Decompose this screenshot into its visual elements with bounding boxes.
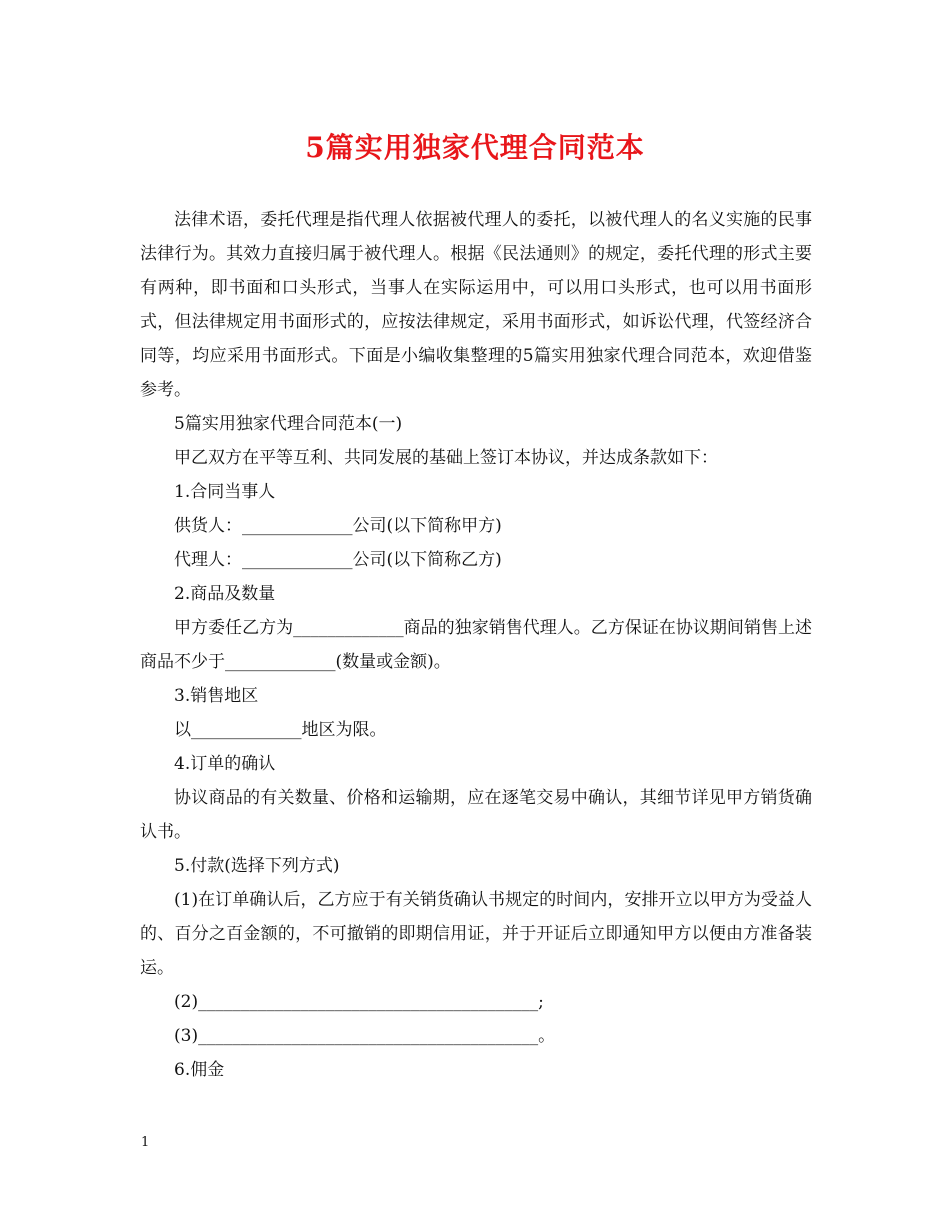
paragraph-clause-1-heading: 1.合同当事人 bbox=[174, 482, 276, 502]
paragraph-supplier-line: 供货人：_____________公司(以下简称甲方) bbox=[174, 516, 502, 536]
paragraph-clause-3-body: 以_____________地区为限。 bbox=[174, 720, 387, 740]
paragraph-clause-2-body: 甲方委任乙方为_____________商品的独家销售代理人。乙方保证在协议期间销售上述商品不少于_____________(数量或金额)。 bbox=[140, 618, 812, 672]
paragraph-clause-6-heading: 6.佣金 bbox=[174, 1060, 225, 1080]
paragraph-intro: 法律术语，委托代理是指代理人依据被代理人的委托，以被代理人的名义实施的民事法律行为。其效力直接归属于被代理人。根据《民法通则》的规定，委托代理的形式主要有两种，即书面和口头形式，当事人在实际运用中，可以用口头形式，也可以用书面形式，但法律规定用书面形式的，应按法律规定，采用书面形式，如诉讼代理，代签经济合同等，均应采用书面形式。下面是小编收集整理的5篇实用独家代理合同范本，欢迎借鉴参考。 bbox=[140, 210, 812, 400]
paragraph-clause-5-option-2: (2)________________________________________; bbox=[174, 992, 544, 1012]
document-title: 5篇实用独家代理合同范本 bbox=[305, 131, 645, 164]
paragraph-clause-3-heading: 3.销售地区 bbox=[174, 686, 259, 706]
paragraph-clause-4-heading: 4.订单的确认 bbox=[174, 754, 276, 774]
paragraph-clause-4-body: 协议商品的有关数量、价格和运输期，应在逐笔交易中确认，其细节详见甲方销货确认书。 bbox=[140, 788, 812, 842]
page-number: 1 bbox=[141, 1135, 150, 1150]
paragraph-clause-5-heading: 5.付款(选择下列方式) bbox=[174, 856, 340, 876]
paragraph-agent-line: 代理人：_____________公司(以下简称乙方) bbox=[174, 550, 502, 570]
paragraph-agreement-preamble: 甲乙双方在平等互利、共同发展的基础上签订本协议，并达成条款如下： bbox=[174, 448, 718, 468]
paragraph-clause-5-option-1: (1)在订单确认后，乙方应于有关销货确认书规定的时间内，安排开立以甲方为受益人的、百分之百金额的，不可撤销的即期信用证，并于开证后立即通知甲方以便由方准备装运。 bbox=[140, 890, 812, 978]
paragraph-clause-2-heading: 2.商品及数量 bbox=[174, 584, 276, 604]
paragraph-section-heading: 5篇实用独家代理合同范本(一) bbox=[174, 414, 403, 434]
paragraph-clause-5-option-3: (3)________________________________________。 bbox=[174, 1026, 556, 1046]
document-body bbox=[140, 203, 812, 1087]
